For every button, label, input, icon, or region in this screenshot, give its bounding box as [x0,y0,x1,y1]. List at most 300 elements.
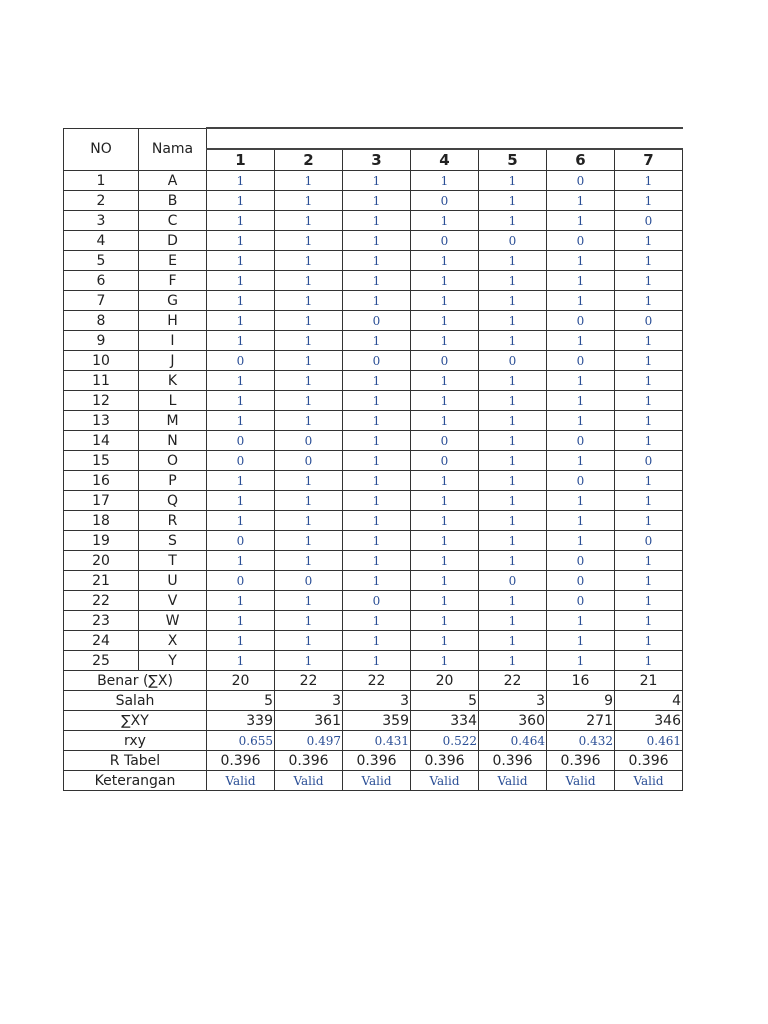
row-nama: E [139,251,207,271]
answer-cell: 1 [479,191,547,211]
answer-cell: 1 [275,591,343,611]
answer-cell: 1 [275,531,343,551]
keterangan-row-cell: Valid [275,771,343,791]
row-no: 9 [64,331,139,351]
table-row [64,331,683,351]
answer-cell: 1 [615,351,683,371]
answer-cell: 1 [615,231,683,251]
answer-cell: 1 [547,371,615,391]
row-nama: F [139,271,207,291]
row-no: 1 [64,171,139,191]
question-header-7: 7 [615,149,683,171]
answer-cell: 0 [207,451,275,471]
answer-cell: 1 [275,351,343,371]
answer-cell: 0 [479,351,547,371]
answer-cell: 1 [343,291,411,311]
answer-cell: 1 [411,631,479,651]
answer-cell: 1 [275,631,343,651]
answer-cell: 1 [615,251,683,271]
answer-cell: 1 [479,391,547,411]
answer-cell: 1 [343,411,411,431]
answer-cell: 1 [547,631,615,651]
answer-cell: 1 [207,591,275,611]
answer-cell: 1 [207,251,275,271]
answer-cell: 0 [343,591,411,611]
answer-cell: 1 [615,331,683,351]
row-nama: I [139,331,207,351]
answer-cell: 1 [275,331,343,351]
header-question-group [207,128,683,149]
answer-cell: 1 [275,371,343,391]
answer-cell: 1 [479,531,547,551]
answer-cell: 1 [479,491,547,511]
answer-cell: 0 [547,311,615,331]
question-header-5: 5 [479,149,547,171]
answer-cell: 1 [479,291,547,311]
answer-cell: 1 [411,471,479,491]
benar-row-cell: 16 [547,671,615,691]
answer-cell: 1 [615,611,683,631]
table-row [64,291,683,311]
answer-cell: 1 [343,471,411,491]
salah-row-cell: 4 [615,691,683,711]
row-no: 11 [64,371,139,391]
row-nama: O [139,451,207,471]
answer-cell: 1 [411,511,479,531]
answer-cell: 1 [411,651,479,671]
row-nama: X [139,631,207,651]
answer-cell: 1 [343,631,411,651]
table-row [64,191,683,211]
rtabel-row-cell: 0.396 [479,751,547,771]
answer-cell: 1 [547,511,615,531]
table-row [64,591,683,611]
rtabel-row [64,751,683,771]
rxy-row-cell: 0.497 [275,731,343,751]
answer-cell: 1 [207,551,275,571]
table-row [64,651,683,671]
answer-cell: 1 [547,611,615,631]
keterangan-row-label: Keterangan [64,771,207,791]
validity-table [63,127,683,791]
answer-cell: 1 [547,451,615,471]
rtabel-row-label: R Tabel [64,751,207,771]
answer-cell: 1 [275,231,343,251]
answer-cell: 1 [275,211,343,231]
table-row [64,531,683,551]
row-nama: W [139,611,207,631]
sumxy-row-cell: 339 [207,711,275,731]
answer-cell: 1 [207,371,275,391]
row-nama: N [139,431,207,451]
answer-cell: 1 [343,431,411,451]
table-row [64,311,683,331]
answer-cell: 1 [547,391,615,411]
answer-cell: 1 [343,251,411,271]
answer-cell: 1 [479,271,547,291]
answer-cell: 1 [479,451,547,471]
rtabel-row-cell: 0.396 [411,751,479,771]
answer-cell: 1 [207,511,275,531]
row-no: 10 [64,351,139,371]
answer-cell: 1 [207,391,275,411]
row-no: 3 [64,211,139,231]
row-no: 21 [64,571,139,591]
answer-cell: 0 [275,431,343,451]
answer-cell: 1 [547,291,615,311]
answer-cell: 1 [547,271,615,291]
answer-cell: 1 [343,191,411,211]
keterangan-row-cell: Valid [615,771,683,791]
row-no: 20 [64,551,139,571]
sumxy-row-label: ∑XY [64,711,207,731]
answer-cell: 1 [479,371,547,391]
answer-cell: 1 [343,451,411,471]
answer-cell: 1 [615,191,683,211]
answer-cell: 0 [411,191,479,211]
salah-row-cell: 5 [411,691,479,711]
answer-cell: 1 [411,251,479,271]
row-nama: S [139,531,207,551]
rtabel-row-cell: 0.396 [207,751,275,771]
answer-cell: 0 [343,351,411,371]
salah-row-label: Salah [64,691,207,711]
answer-cell: 1 [479,651,547,671]
answer-cell: 1 [547,251,615,271]
answer-cell: 1 [479,511,547,531]
answer-cell: 1 [615,431,683,451]
answer-cell: 1 [615,391,683,411]
answer-cell: 1 [479,591,547,611]
answer-cell: 1 [343,511,411,531]
salah-row-cell: 3 [275,691,343,711]
row-no: 16 [64,471,139,491]
table-row [64,251,683,271]
table-row [64,611,683,631]
answer-cell: 0 [411,351,479,371]
row-no: 24 [64,631,139,651]
answer-cell: 1 [547,211,615,231]
answer-cell: 1 [207,331,275,351]
answer-cell: 1 [275,511,343,531]
salah-row [64,691,683,711]
answer-cell: 0 [411,231,479,251]
answer-cell: 1 [343,371,411,391]
table-row [64,491,683,511]
answer-cell: 1 [479,211,547,231]
row-nama: P [139,471,207,491]
answer-cell: 0 [547,571,615,591]
row-no: 25 [64,651,139,671]
answer-cell: 1 [411,611,479,631]
answer-cell: 1 [207,291,275,311]
answer-cell: 1 [615,271,683,291]
answer-cell: 1 [615,571,683,591]
answer-cell: 1 [343,171,411,191]
answer-cell: 1 [207,411,275,431]
keterangan-row-cell: Valid [343,771,411,791]
answer-cell: 1 [343,651,411,671]
keterangan-row [64,771,683,791]
benar-row-cell: 20 [411,671,479,691]
table-row [64,351,683,371]
sumxy-row-cell: 346 [615,711,683,731]
table-row [64,371,683,391]
row-no: 2 [64,191,139,211]
row-no: 15 [64,451,139,471]
answer-cell: 1 [615,511,683,531]
answer-cell: 1 [547,651,615,671]
row-nama: Y [139,651,207,671]
answer-cell: 1 [615,591,683,611]
question-header-2: 2 [275,149,343,171]
benar-row-cell: 22 [275,671,343,691]
table-row [64,631,683,651]
row-nama: M [139,411,207,431]
header-nama: Nama [139,128,207,171]
answer-cell: 0 [615,451,683,471]
answer-cell: 1 [275,411,343,431]
benar-row-label: Benar (∑X) [64,671,207,691]
row-no: 17 [64,491,139,511]
row-nama: R [139,511,207,531]
answer-cell: 1 [207,491,275,511]
answer-cell: 1 [275,311,343,331]
row-nama: B [139,191,207,211]
sumxy-row-cell: 359 [343,711,411,731]
benar-row-cell: 22 [343,671,411,691]
answer-cell: 1 [479,411,547,431]
sumxy-row-cell: 361 [275,711,343,731]
answer-cell: 1 [411,171,479,191]
benar-row-cell: 20 [207,671,275,691]
keterangan-row-cell: Valid [207,771,275,791]
answer-cell: 0 [479,571,547,591]
keterangan-row-cell: Valid [547,771,615,791]
header-no: NO [64,128,139,171]
table-row [64,471,683,491]
table-row [64,171,683,191]
table-row [64,231,683,251]
answer-cell: 0 [547,471,615,491]
answer-cell: 1 [207,611,275,631]
answer-cell: 1 [479,431,547,451]
answer-cell: 0 [207,351,275,371]
rtabel-row-cell: 0.396 [615,751,683,771]
answer-cell: 1 [207,191,275,211]
table-row [64,431,683,451]
answer-cell: 1 [547,191,615,211]
answer-cell: 1 [275,391,343,411]
sumxy-row-cell: 271 [547,711,615,731]
answer-cell: 1 [207,651,275,671]
table-row [64,271,683,291]
table-row [64,391,683,411]
answer-cell: 1 [411,411,479,431]
answer-cell: 1 [275,491,343,511]
answer-cell: 0 [207,431,275,451]
answer-cell: 1 [615,551,683,571]
keterangan-row-cell: Valid [411,771,479,791]
answer-cell: 0 [275,571,343,591]
answer-cell: 0 [547,351,615,371]
answer-cell: 1 [547,411,615,431]
question-header-3: 3 [343,149,411,171]
answer-cell: 1 [275,271,343,291]
answer-cell: 1 [207,631,275,651]
table-row [64,211,683,231]
benar-row [64,671,683,691]
answer-cell: 1 [207,211,275,231]
answer-cell: 1 [615,291,683,311]
rtabel-row-cell: 0.396 [547,751,615,771]
header-row-top [64,128,683,149]
answer-cell: 1 [275,171,343,191]
answer-cell: 1 [479,611,547,631]
answer-cell: 0 [207,571,275,591]
answer-cell: 1 [479,551,547,571]
answer-cell: 1 [615,631,683,651]
rxy-row-cell: 0.522 [411,731,479,751]
answer-cell: 1 [343,531,411,551]
row-no: 12 [64,391,139,411]
answer-cell: 1 [207,231,275,251]
row-no: 22 [64,591,139,611]
answer-cell: 0 [547,231,615,251]
answer-cell: 0 [547,431,615,451]
row-no: 7 [64,291,139,311]
row-nama: A [139,171,207,191]
answer-cell: 1 [411,531,479,551]
answer-cell: 1 [411,291,479,311]
salah-row-cell: 5 [207,691,275,711]
answer-cell: 0 [615,311,683,331]
answer-cell: 0 [547,171,615,191]
answer-cell: 1 [275,551,343,571]
row-nama: K [139,371,207,391]
rxy-row-cell: 0.432 [547,731,615,751]
question-header-1: 1 [207,149,275,171]
answer-cell: 1 [479,251,547,271]
rxy-row-cell: 0.464 [479,731,547,751]
answer-cell: 1 [343,551,411,571]
answer-cell: 1 [479,331,547,351]
rtabel-row-cell: 0.396 [343,751,411,771]
answer-cell: 1 [411,591,479,611]
answer-cell: 1 [343,271,411,291]
row-nama: H [139,311,207,331]
rxy-row [64,731,683,751]
answer-cell: 1 [275,651,343,671]
answer-cell: 1 [343,391,411,411]
answer-cell: 1 [479,311,547,331]
answer-cell: 1 [615,171,683,191]
table-row [64,511,683,531]
answer-cell: 1 [343,211,411,231]
answer-cell: 1 [615,371,683,391]
sumxy-row-cell: 334 [411,711,479,731]
answer-cell: 0 [411,451,479,471]
table-row [64,551,683,571]
answer-cell: 1 [343,331,411,351]
answer-cell: 1 [547,531,615,551]
answer-cell: 1 [411,391,479,411]
answer-cell: 1 [615,491,683,511]
answer-cell: 1 [479,631,547,651]
answer-cell: 1 [411,571,479,591]
answer-cell: 1 [207,171,275,191]
benar-row-cell: 22 [479,671,547,691]
answer-cell: 0 [275,451,343,471]
salah-row-cell: 3 [479,691,547,711]
question-header-4: 4 [411,149,479,171]
row-nama: T [139,551,207,571]
answer-cell: 1 [411,211,479,231]
salah-row-cell: 3 [343,691,411,711]
rxy-row-label: rxy [64,731,207,751]
benar-row-cell: 21 [615,671,683,691]
keterangan-row-cell: Valid [479,771,547,791]
row-nama: U [139,571,207,591]
row-no: 5 [64,251,139,271]
answer-cell: 1 [547,491,615,511]
rxy-row-cell: 0.431 [343,731,411,751]
answer-cell: 1 [275,251,343,271]
table-row [64,451,683,471]
row-no: 18 [64,511,139,531]
answer-cell: 1 [615,411,683,431]
answer-cell: 1 [343,231,411,251]
answer-cell: 1 [547,331,615,351]
row-nama: Q [139,491,207,511]
row-no: 14 [64,431,139,451]
answer-cell: 1 [411,271,479,291]
answer-cell: 1 [411,371,479,391]
sumxy-row [64,711,683,731]
answer-cell: 1 [275,291,343,311]
answer-cell: 1 [275,611,343,631]
answer-cell: 1 [207,471,275,491]
row-no: 13 [64,411,139,431]
answer-cell: 1 [343,611,411,631]
answer-cell: 1 [275,191,343,211]
answer-cell: 1 [479,471,547,491]
row-no: 19 [64,531,139,551]
answer-cell: 0 [615,211,683,231]
row-nama: L [139,391,207,411]
answer-cell: 0 [207,531,275,551]
answer-cell: 0 [479,231,547,251]
rtabel-row-cell: 0.396 [275,751,343,771]
row-no: 8 [64,311,139,331]
row-nama: G [139,291,207,311]
answer-cell: 0 [547,551,615,571]
answer-cell: 1 [479,171,547,191]
answer-cell: 0 [615,531,683,551]
row-nama: C [139,211,207,231]
answer-cell: 0 [547,591,615,611]
salah-row-cell: 9 [547,691,615,711]
answer-cell: 1 [207,311,275,331]
rxy-row-cell: 0.655 [207,731,275,751]
answer-cell: 1 [615,471,683,491]
row-nama: V [139,591,207,611]
answer-cell: 1 [275,471,343,491]
answer-cell: 1 [343,491,411,511]
answer-cell: 1 [207,271,275,291]
answer-cell: 1 [411,491,479,511]
question-header-6: 6 [547,149,615,171]
